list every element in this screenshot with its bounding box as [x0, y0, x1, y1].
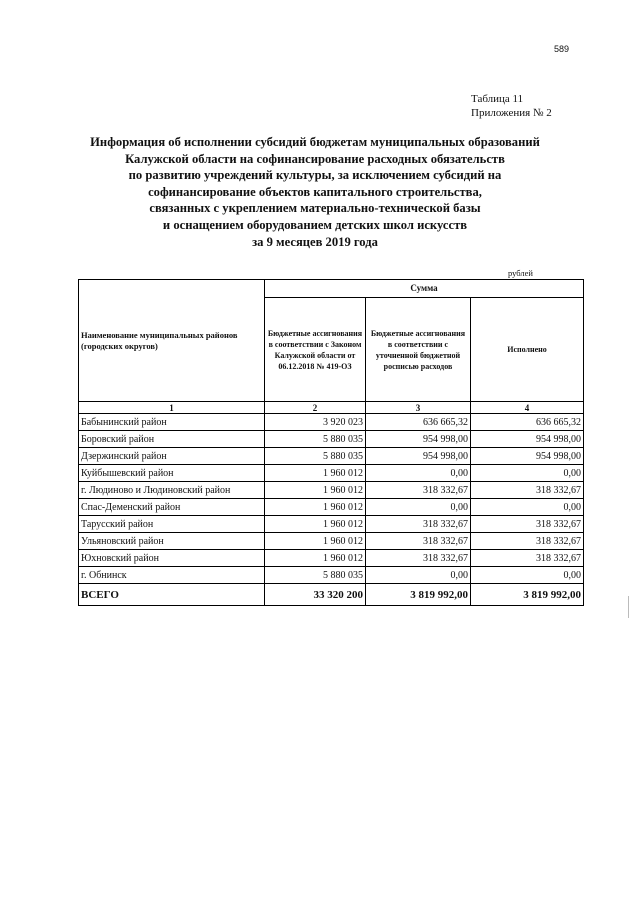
title-line: за 9 месяцев 2019 года	[252, 234, 378, 249]
budget-law-value: 1 960 012	[265, 482, 366, 499]
title-line: связанных с укреплением материально-технической базы	[149, 201, 481, 216]
executed-value: 954 998,00	[471, 448, 584, 465]
budget-revised-value: 0,00	[366, 567, 471, 584]
executed-value: 0,00	[471, 499, 584, 516]
executed-value: 318 332,67	[471, 482, 584, 499]
total-label: ВСЕГО	[79, 584, 265, 606]
budget-law-value: 5 880 035	[265, 431, 366, 448]
executed-value: 318 332,67	[471, 516, 584, 533]
subsidy-table	[78, 279, 584, 606]
column-header-budget-law: Бюджетные ассигнования в соответствии с Законом Калужской области от 06.12.2018 № 419-ОЗ	[265, 298, 366, 402]
budget-revised-value: 636 665,32	[366, 414, 471, 431]
district-name: Куйбышевский район	[79, 465, 265, 482]
table-row	[79, 533, 584, 550]
total-executed: 3 819 992,00	[471, 584, 584, 606]
budget-revised-value: 318 332,67	[366, 533, 471, 550]
budget-revised-value: 318 332,67	[366, 516, 471, 533]
district-name: г. Обнинск	[79, 567, 265, 584]
district-name: Ульяновский район	[79, 533, 265, 550]
district-name: Бабынинский район	[79, 414, 265, 431]
column-index-row	[79, 402, 584, 414]
budget-revised-value: 318 332,67	[366, 482, 471, 499]
executed-value: 318 332,67	[471, 533, 584, 550]
table-reference	[471, 92, 552, 120]
title-line: и оснащением оборудованием детских школ искусств	[162, 217, 468, 232]
executed-value: 954 998,00	[471, 431, 584, 448]
budget-revised-value: 954 998,00	[366, 448, 471, 465]
table-reference-line: Таблица 11	[471, 93, 524, 105]
table-row	[79, 448, 584, 465]
budget-revised-value: 0,00	[366, 465, 471, 482]
district-name: Тарусский район	[79, 516, 265, 533]
title-line: софинансирование объектов капитального строительства,	[148, 184, 482, 199]
district-name: Дзержинский район	[79, 448, 265, 465]
budget-law-value: 1 960 012	[265, 550, 366, 567]
table-row	[79, 414, 584, 431]
column-index: 1	[79, 402, 265, 414]
title-line: Калужской области на софинансирование расходных обязательств	[125, 151, 505, 166]
budget-law-value: 1 960 012	[265, 499, 366, 516]
column-header-name: Наименование муниципальных районов (городских округов)	[79, 280, 265, 402]
district-name: Боровский район	[79, 431, 265, 448]
appendix-reference-line: Приложения № 2	[471, 107, 552, 119]
executed-value: 318 332,67	[471, 550, 584, 567]
table-row	[79, 499, 584, 516]
district-name: Спас-Деменский район	[79, 499, 265, 516]
column-header-executed: Исполнено	[471, 298, 584, 402]
district-name: г. Людиново и Людиновский район	[79, 482, 265, 499]
table-row	[79, 516, 584, 533]
total-budget-revised: 3 819 992,00	[366, 584, 471, 606]
budget-law-value: 1 960 012	[265, 516, 366, 533]
budget-law-value: 5 880 035	[265, 567, 366, 584]
column-index: 4	[471, 402, 584, 414]
column-index: 2	[265, 402, 366, 414]
budget-revised-value: 954 998,00	[366, 431, 471, 448]
total-row	[79, 584, 584, 606]
column-header-budget-revised: Бюджетные ассигнования в соответствии с уточненной бюджетной росписью расходов	[366, 298, 471, 402]
total-budget-law: 33 320 200	[265, 584, 366, 606]
executed-value: 636 665,32	[471, 414, 584, 431]
column-index: 3	[366, 402, 471, 414]
document-title	[60, 134, 570, 250]
district-name: Юхновский район	[79, 550, 265, 567]
executed-value: 0,00	[471, 567, 584, 584]
table-row	[79, 550, 584, 567]
title-line: Информация об исполнении субсидий бюджетам муниципальных образований	[90, 135, 540, 149]
budget-revised-value: 0,00	[366, 499, 471, 516]
executed-value: 0,00	[471, 465, 584, 482]
scan-artifact	[628, 596, 629, 618]
budget-law-value: 1 960 012	[265, 533, 366, 550]
budget-law-value: 3 920 023	[265, 414, 366, 431]
table-row	[79, 431, 584, 448]
title-line: по развитию учреждений культуры, за исключением субсидий на	[128, 168, 502, 183]
budget-law-value: 1 960 012	[265, 465, 366, 482]
table-row	[79, 482, 584, 499]
units-label: рублей	[508, 268, 533, 278]
page-number: 589	[554, 44, 570, 54]
table-row	[79, 465, 584, 482]
table-row	[79, 567, 584, 584]
budget-law-value: 5 880 035	[265, 448, 366, 465]
budget-revised-value: 318 332,67	[366, 550, 471, 567]
column-header-sum: Сумма	[265, 280, 584, 298]
